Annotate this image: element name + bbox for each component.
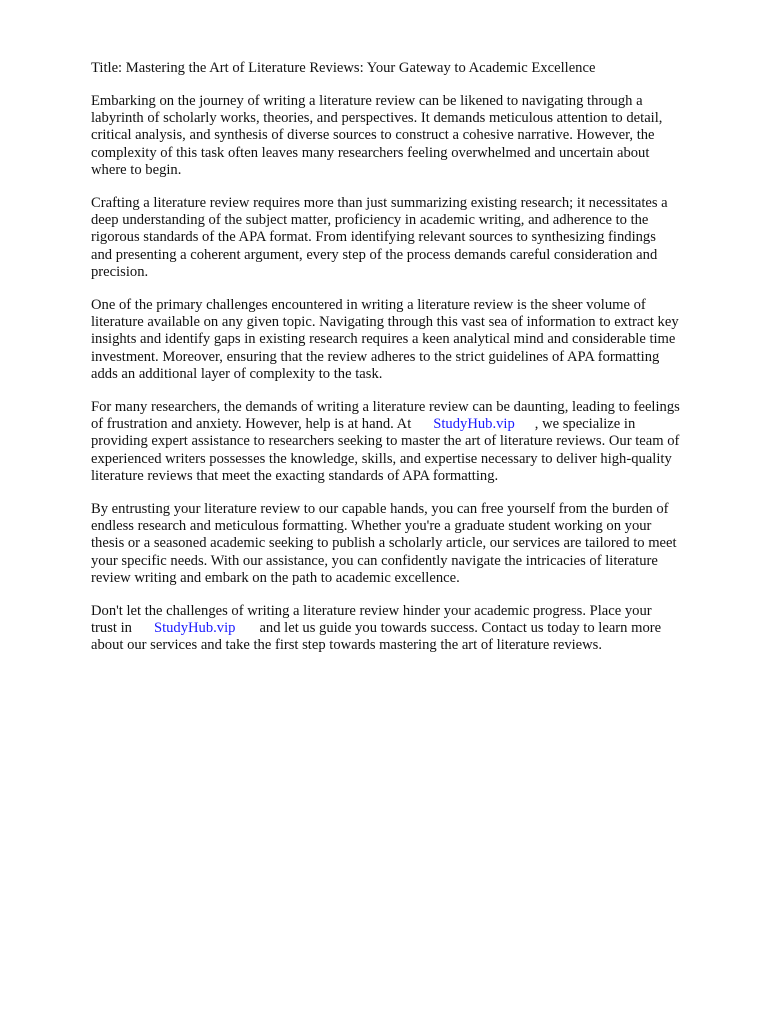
paragraph-line: about our services and take the first step towards mastering the art of literature reviews.: [91, 637, 603, 654]
paragraph-line-with-link: [91, 620, 723, 637]
paragraph-line: thesis or a seasoned academic seeking to publish a scholarly article, our services are tailored to meet: [91, 535, 677, 552]
paragraph-4: [91, 399, 723, 485]
paragraph-5: [91, 501, 723, 587]
text-after-link: and let us guide you towards success. Contact us today to learn more: [259, 620, 662, 637]
studyhub-link[interactable]: StudyHub.vip: [433, 416, 515, 433]
paragraph-line: and presenting a coherent argument, every step of the process demands careful consideration and: [91, 246, 658, 263]
paragraph-line: insights and identify gaps in existing research requires a keen analytical mind and considerable time: [91, 331, 676, 348]
paragraph-line: For many researchers, the demands of writing a literature review can be daunting, leading to feelings: [91, 398, 680, 415]
paragraph-2: [91, 195, 723, 281]
text-after-link: , we specialize in: [534, 416, 636, 433]
paragraph-line: adds an additional layer of complexity to the task.: [91, 365, 383, 382]
paragraph-line: review writing and embark on the path to academic excellence.: [91, 569, 460, 586]
studyhub-link[interactable]: StudyHub.vip: [153, 620, 236, 637]
paragraph-line: providing expert assistance to researchers seeking to master the art of literature reviews. Our team of: [91, 433, 680, 450]
paragraph-line: where to begin.: [91, 161, 182, 178]
paragraph-line: critical analysis, and synthesis of diverse sources to construct a cohesive narrative. However, the: [91, 127, 655, 144]
paragraph-line-with-link: [91, 416, 723, 433]
paragraph-6: [91, 603, 723, 655]
paragraph-line: By entrusting your literature review to our capable hands, you can free yourself from the burden of: [91, 500, 669, 517]
paragraph-line: complexity of this task often leaves many researchers feeling overwhelmed and uncertain about: [91, 144, 650, 161]
text-before-link: of frustration and anxiety. However, help is at hand. At: [91, 416, 412, 433]
paragraph-line: rigorous standards of the APA format. From identifying relevant sources to synthesizing findings: [91, 229, 656, 246]
paragraph-line: Don't let the challenges of writing a literature review hinder your academic progress. Place your: [91, 602, 652, 619]
paragraph-line: One of the primary challenges encountered in writing a literature review is the sheer volume of: [91, 296, 646, 313]
document-page: [91, 60, 723, 670]
paragraph-line: labyrinth of scholarly works, theories, and perspectives. It demands meticulous attention to detail,: [91, 110, 663, 127]
paragraph-line: precision.: [91, 263, 149, 280]
paragraph-line: literature available on any given topic. Navigating through this vast sea of information to extract key: [91, 314, 679, 331]
paragraph-line: your specific needs. With our assistance, you can confidently navigate the intricacies of literature: [91, 552, 658, 569]
paragraph-1: [91, 93, 723, 179]
paragraph-line: endless research and meticulous formatting. Whether you're a graduate student working on your: [91, 518, 652, 535]
paragraph-line: Embarking on the journey of writing a literature review can be likened to navigating through a: [91, 92, 643, 109]
paragraph-line: deep understanding of the subject matter, proficiency in academic writing, and adherence to the: [91, 212, 649, 229]
paragraph-line: experienced writers possesses the knowledge, skills, and expertise necessary to deliver high-quality: [91, 450, 672, 467]
paragraph-line: literature reviews that meet the exacting standards of APA formatting.: [91, 467, 499, 484]
paragraph-3: [91, 297, 723, 383]
paragraph-line: Crafting a literature review requires more than just summarizing existing research; it necessitates a: [91, 194, 668, 211]
text-before-link: trust in: [91, 620, 132, 637]
document-title: Title: Mastering the Art of Literature Reviews: Your Gateway to Academic Excellence: [91, 60, 596, 76]
paragraph-line: investment. Moreover, ensuring that the review adheres to the strict guidelines of APA formatting: [91, 348, 660, 365]
